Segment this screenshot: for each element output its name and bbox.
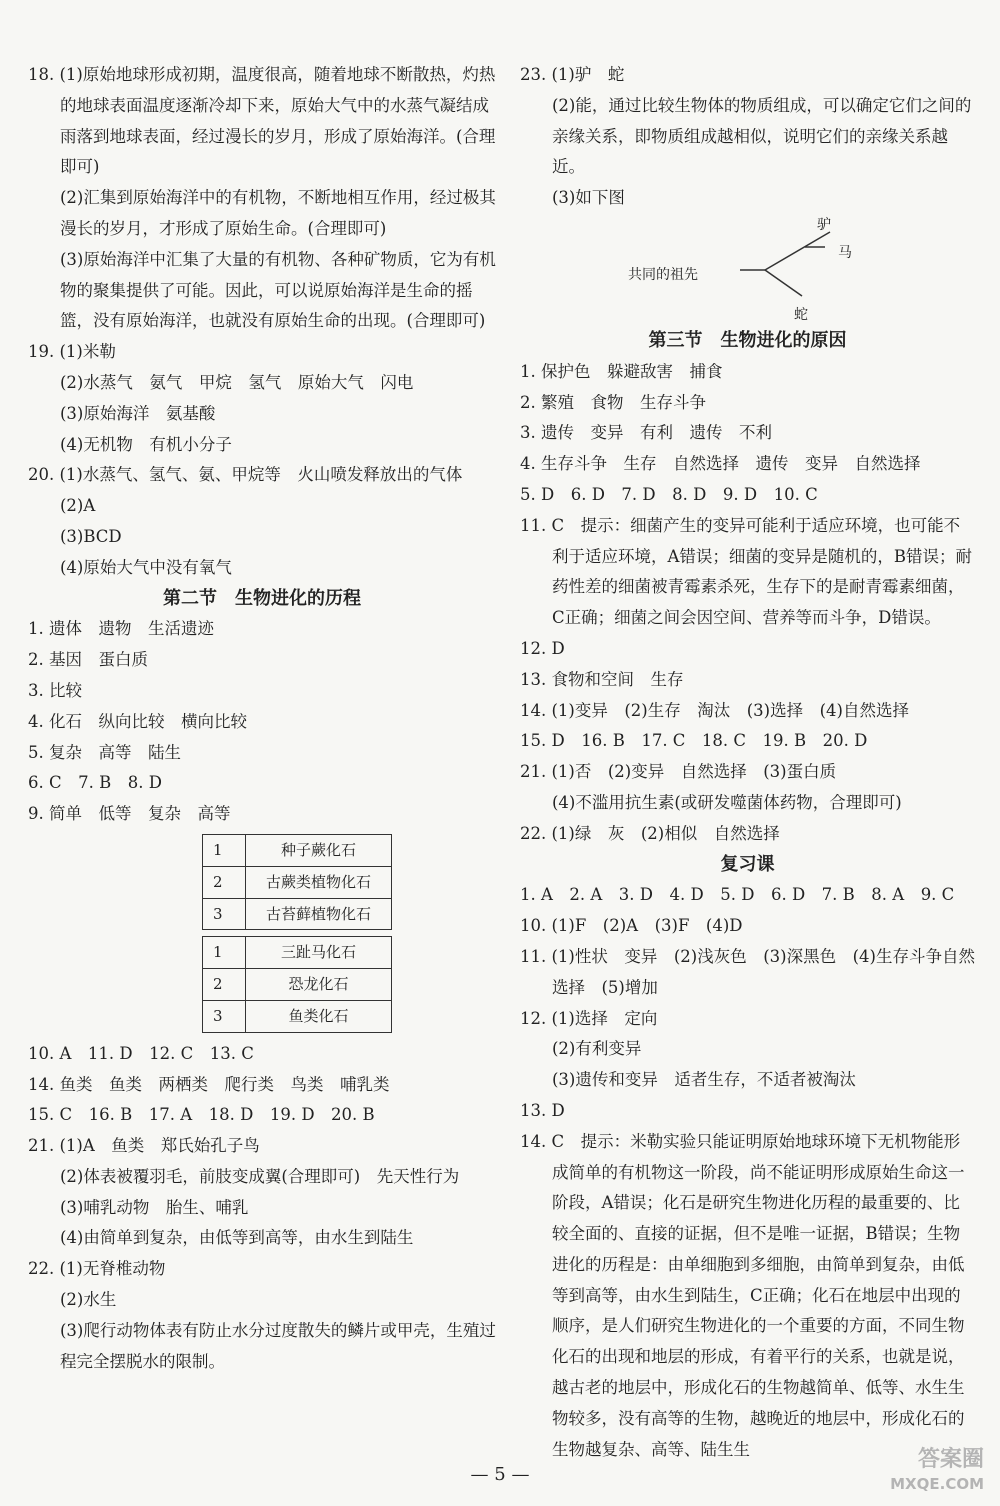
s3-item: 2. 繁殖 食物 生存斗争 <box>520 392 706 412</box>
table-cell-text: 古蕨类植物化石 <box>246 866 392 898</box>
plant-fossil-table <box>202 834 392 930</box>
review-item: (2)有利变异 <box>552 1039 642 1059</box>
s2-item: 5. 复杂 高等 陆生 <box>28 742 181 762</box>
s3-item: 15. D 16. B 17. C 18. C 19. B 20. D <box>520 731 868 751</box>
answer-20-line1: 20. (1)水蒸气、氢气、氨、甲烷等 火山喷发释放出的气体 <box>28 465 463 485</box>
answer-20-line4: (4)原始大气中没有氧气 <box>60 557 232 577</box>
answer-21-line4: (4)由简单到复杂，由低等到高等，由水生到陆生 <box>60 1228 414 1248</box>
answer-21-line1: 21. (1)A 鱼类 郑氏始孔子鸟 <box>28 1136 260 1156</box>
answer-22-line3: (3)爬行动物体表有防止水分过度散失的鳞片或甲壳，生殖过程完全摆脱水的限制。 <box>60 1320 496 1371</box>
s3-item: 22. (1)绿 灰 (2)相似 自然选择 <box>520 823 780 843</box>
s2-item: 10. A 11. D 12. C 13. C <box>28 1043 254 1063</box>
page-number: — 5 — <box>470 1464 530 1485</box>
answer-19-line3: (3)原始海洋 氨基酸 <box>60 403 216 423</box>
tree-root-label: 共同的祖先 <box>628 266 698 283</box>
answer-20-line2: (2)A <box>60 496 96 516</box>
answer-23-line1: 23. (1)驴 蛇 <box>520 65 625 84</box>
s3-item: 14. (1)变异 (2)生存 淘汰 (3)选择 (4)自然选择 <box>520 700 909 720</box>
s3-answer-11: 11. C 提示：细菌产生的变异可能利于适应环境，也可能不利于适应环境，A错误；细菌的变异是随机的，B错误；耐药性差的细菌被青霉素杀死，生存下的是耐青霉素细菌，C正确；细菌之间会因空间、营养等而斗争，D错误。 <box>520 515 973 628</box>
s2-item: 4. 化石 纵向比较 横向比较 <box>28 711 247 731</box>
answer-23-line3: (3)如下图 <box>552 188 625 208</box>
answer-22-line1: 22. (1)无脊椎动物 <box>28 1259 166 1279</box>
s2-item: 6. C 7. B 8. D <box>28 773 162 793</box>
s2-item: 15. C 16. B 17. A 18. D 19. D 20. B <box>28 1105 375 1125</box>
table-row <box>203 866 392 898</box>
s3-item: 4. 生存斗争 生存 自然选择 遗传 变异 自然选择 <box>520 454 921 474</box>
review-item: 10. (1)F (2)A (3)F (4)D <box>520 916 743 936</box>
section-2-title: 第二节 生物进化的历程 <box>163 587 361 609</box>
section-3-title: 第三节 生物进化的原因 <box>648 329 847 351</box>
table-cell-num: 1 <box>203 937 246 969</box>
s2-item: 14. 鱼类 鱼类 两栖类 爬行类 鸟类 哺乳类 <box>28 1074 390 1094</box>
table-cell-text: 古苔藓植物化石 <box>246 898 392 930</box>
answer-20-line3: (3)BCD <box>60 526 122 546</box>
s3-item: 5. D 6. D 7. D 8. D 9. D 10. C <box>520 484 818 504</box>
table-row <box>203 937 392 969</box>
s3-item: 12. D <box>520 638 565 658</box>
table-cell-num: 3 <box>203 1000 246 1032</box>
answer-19-line4: (4)无机物 有机小分子 <box>60 434 232 454</box>
tree-lines <box>520 214 975 326</box>
review-item: 13. D <box>520 1100 565 1120</box>
left-column <box>28 60 496 1377</box>
s3-item: (4)不滥用抗生素(或研发噬菌体药物，合理即可) <box>552 792 902 812</box>
s3-item: 1. 保护色 躲避敌害 捕食 <box>520 361 723 381</box>
table-cell-num: 2 <box>203 866 246 898</box>
answer-19-line2: (2)水蒸气 氨气 甲烷 氢气 原始大气 闪电 <box>60 372 414 392</box>
review-item: 1. A 2. A 3. D 4. D 5. D 6. D 7. B 8. A 9. C <box>520 885 955 905</box>
table-cell-text: 鱼类化石 <box>246 1000 392 1032</box>
right-column <box>520 60 975 1465</box>
watermark-logo <box>890 1448 984 1496</box>
answer-19-line1: 19. (1)米勒 <box>28 342 116 362</box>
answer-21-line3: (3)哺乳动物 胎生、哺乳 <box>60 1197 249 1217</box>
table-row <box>203 834 392 866</box>
s2-item: 9. 简单 低等 复杂 高等 <box>28 804 231 824</box>
s3-item: 3. 遗传 变异 有利 遗传 不利 <box>520 423 772 443</box>
answer-23-line2: (2)能，通过比较生物体的物质组成，可以确定它们之间的亲缘关系，即物质组成越相似，说明它们的亲缘关系越近。 <box>552 95 972 177</box>
review-item: (3)遗传和变异 适者生存，不适者被淘汰 <box>552 1070 856 1090</box>
table-row <box>203 898 392 930</box>
s2-item: 2. 基因 蛋白质 <box>28 650 148 670</box>
table-cell-num: 1 <box>203 834 246 866</box>
answer-21-line2: (2)体表被覆羽毛，前肢变成翼(合理即可) 先天性行为 <box>60 1166 460 1186</box>
answer-18-part3: (3)原始海洋中汇集了大量的有机物、各种矿物质，它为有机物的聚集提供了可能。因此，可以说原始海洋是生命的摇篮，没有原始海洋，也就没有原始生命的出现。(合理即可) <box>60 249 496 331</box>
tree-leaf-label: 蛇 <box>794 306 808 323</box>
animal-fossil-table <box>202 936 392 1032</box>
review-title: 复习课 <box>720 853 775 875</box>
table-cell-text: 种子蕨化石 <box>246 834 392 866</box>
s2-item: 3. 比较 <box>28 680 82 700</box>
phylogenetic-tree <box>520 214 975 326</box>
answer-22-line2: (2)水生 <box>60 1290 117 1310</box>
watermark-line1: 答案圈 <box>917 1447 984 1472</box>
review-item: 12. (1)选择 定向 <box>520 1008 658 1028</box>
table-cell-text: 三趾马化石 <box>246 937 392 969</box>
answer-18-part2: (2)汇集到原始海洋中的有机物，不断地相互作用，经过极其漫长的岁月，才形成了原始生命。(合理即可) <box>60 188 496 238</box>
review-item: 11. (1)性状 变异 (2)浅灰色 (3)深黑色 (4)生存斗争自然选择 (5)增加 <box>520 946 975 997</box>
table-cell-num: 3 <box>203 898 246 930</box>
table-row <box>203 1000 392 1032</box>
watermark-line2: MXQE.COM <box>890 1475 984 1493</box>
review-answer-14: 14. C 提示：米勒实验只能证明原始地球环境下无机物能形成简单的有机物这一阶段，尚不能证明形成原始生命这一阶段，A错误；化石是研究生物进化历程的最重要的、比较全面的、直接的证据，但不是唯一证据，B错误；生物进化的历程是：由单细胞到多细胞，由简单到复杂，由低等到高等，由水生到陆生，C正确；化石在地层中出现的顺序，是人们研究生物进化的一个重要的方面，不同生物化石的出现和地层的形成，有着平行的关系，也就是说，越古老的地层中，形成化石的生物越简单、低等、水生生物较多，没有高等的生物，越晚近的地层中，形成化石的生物越复杂、高等、陆生生 <box>520 1131 965 1459</box>
table-cell-text: 恐龙化石 <box>246 969 392 1001</box>
tree-leaf-label: 驴 <box>817 216 831 233</box>
s3-item: 21. (1)否 (2)变异 自然选择 (3)蛋白质 <box>520 762 837 782</box>
tree-leaf-label: 马 <box>838 244 852 261</box>
table-cell-num: 2 <box>203 969 246 1001</box>
answer-18-part1: 18. (1)原始地球形成初期，温度很高，随着地球不断散热，灼热的地球表面温度逐渐冷却下来，原始大气中的水蒸气凝结成雨落到地球表面，经过漫长的岁月，形成了原始海洋。(合理即可) <box>28 65 496 177</box>
s3-item: 13. 食物和空间 生存 <box>520 669 684 689</box>
s2-item: 1. 遗体 遗物 生活遗迹 <box>28 619 214 639</box>
table-row <box>203 969 392 1001</box>
